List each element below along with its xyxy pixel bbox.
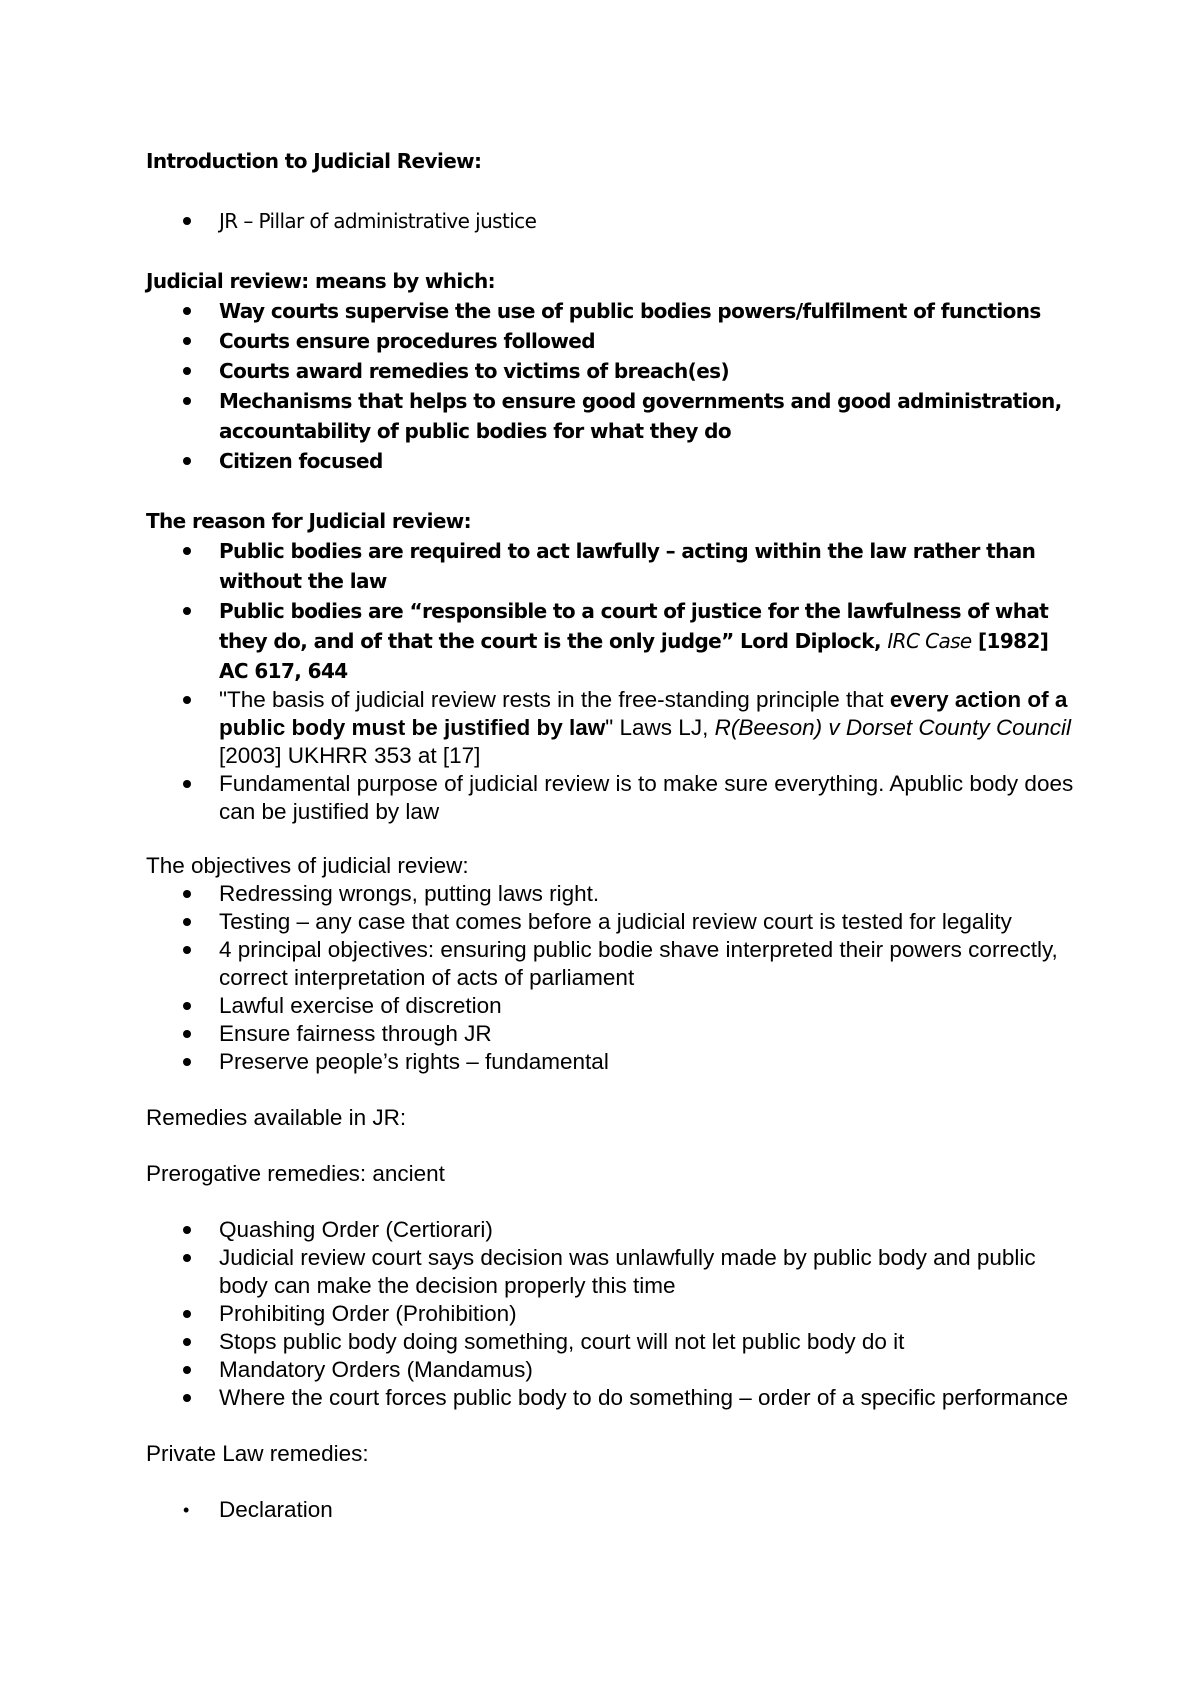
bullet-icon bbox=[183, 1030, 191, 1038]
list-item: Judicial review court says decision was unlawfully made by public body and public body can make the decision properly this time bbox=[146, 1244, 1076, 1300]
bullet-icon bbox=[183, 1254, 191, 1262]
prerogative-heading: Prerogative remedies: ancient bbox=[146, 1161, 445, 1186]
list-item: Prohibiting Order (Prohibition) bbox=[146, 1300, 1076, 1328]
bullet-icon bbox=[183, 780, 191, 788]
bullet-icon bbox=[183, 696, 191, 704]
reason-list bbox=[146, 536, 1076, 826]
private-heading: Private Law remedies: bbox=[146, 1441, 369, 1466]
bullet-icon bbox=[183, 457, 191, 465]
list-item: 4 principal objectives: ensuring public bodie shave interpreted their powers correctly, correct interpretation of acts of parliament bbox=[146, 936, 1076, 992]
bullet-icon bbox=[183, 1002, 191, 1010]
list-item: Way courts supervise the use of public bodies powers/fulfilment of functions bbox=[146, 296, 1076, 326]
bullet-icon bbox=[183, 890, 191, 898]
list-item: Fundamental purpose of judicial review is to make sure everything. Apublic body does can be justified by law bbox=[146, 770, 1076, 826]
intro-heading: Introduction to Judicial Review: bbox=[146, 149, 482, 173]
bullet-icon bbox=[183, 307, 191, 315]
bullet-icon bbox=[183, 1394, 191, 1402]
list-item: Ensure fairness through JR bbox=[146, 1020, 1076, 1048]
list-item: • Declaration bbox=[183, 1497, 333, 1522]
remedies-heading: Remedies available in JR: bbox=[146, 1105, 407, 1130]
means-list bbox=[146, 296, 1076, 476]
list-item: Preserve people’s rights – fundamental bbox=[146, 1048, 1076, 1076]
bullet-icon bbox=[183, 217, 191, 225]
prerogative-list bbox=[146, 1216, 1076, 1412]
bullet-icon bbox=[183, 397, 191, 405]
bullet-icon: • bbox=[183, 1500, 190, 1520]
list-item: Where the court forces public body to do something – order of a specific performance bbox=[146, 1384, 1076, 1412]
list-item: Public bodies are “responsible to a court of justice for the lawfulness of what they do, and of that the court is the only judge” Lord Diplock, IRC Case [1982] AC 617, 644 bbox=[146, 596, 1076, 686]
means-heading: Judicial review: means by which: bbox=[146, 269, 495, 293]
list-item: Mandatory Orders (Mandamus) bbox=[146, 1356, 1076, 1384]
bullet-icon bbox=[183, 337, 191, 345]
private-list bbox=[146, 1496, 1076, 1524]
list-item: Redressing wrongs, putting laws right. bbox=[146, 880, 1076, 908]
bullet-icon bbox=[183, 946, 191, 954]
objectives-heading: The objectives of judicial review: bbox=[146, 853, 469, 878]
bullet-icon bbox=[183, 1310, 191, 1318]
list-item: Lawful exercise of discretion bbox=[146, 992, 1076, 1020]
list-item: JR – Pillar of administrative justice bbox=[146, 206, 1076, 236]
intro-list bbox=[146, 206, 1076, 236]
bullet-icon bbox=[183, 547, 191, 555]
reason-heading: The reason for Judicial review: bbox=[146, 509, 472, 533]
bullet-icon bbox=[183, 918, 191, 926]
list-item: Courts award remedies to victims of breach(es) bbox=[146, 356, 1076, 386]
list-item: Quashing Order (Certiorari) bbox=[146, 1216, 1076, 1244]
document-body bbox=[146, 146, 1076, 1524]
list-item: Testing – any case that comes before a judicial review court is tested for legality bbox=[146, 908, 1076, 936]
list-item: Public bodies are required to act lawfully – acting within the law rather than without the law bbox=[146, 536, 1076, 596]
bullet-icon bbox=[183, 1226, 191, 1234]
bullet-icon bbox=[183, 1366, 191, 1374]
bullet-icon bbox=[183, 1058, 191, 1066]
list-item: Stops public body doing something, court will not let public body do it bbox=[146, 1328, 1076, 1356]
bullet-icon bbox=[183, 367, 191, 375]
list-item: Citizen focused bbox=[146, 446, 1076, 476]
objectives-list bbox=[146, 880, 1076, 1076]
bullet-icon bbox=[183, 607, 191, 615]
list-item: "The basis of judicial review rests in the free-standing principle that every action of a public body must be justified by law" Laws LJ, R(Beeson) v Dorset County Council [2003] UKHRR 353 at [17] bbox=[146, 686, 1076, 770]
list-item: Mechanisms that helps to ensure good governments and good administration, accountability of public bodies for what they do bbox=[146, 386, 1076, 446]
list-item: Courts ensure procedures followed bbox=[146, 326, 1076, 356]
bullet-icon bbox=[183, 1338, 191, 1346]
